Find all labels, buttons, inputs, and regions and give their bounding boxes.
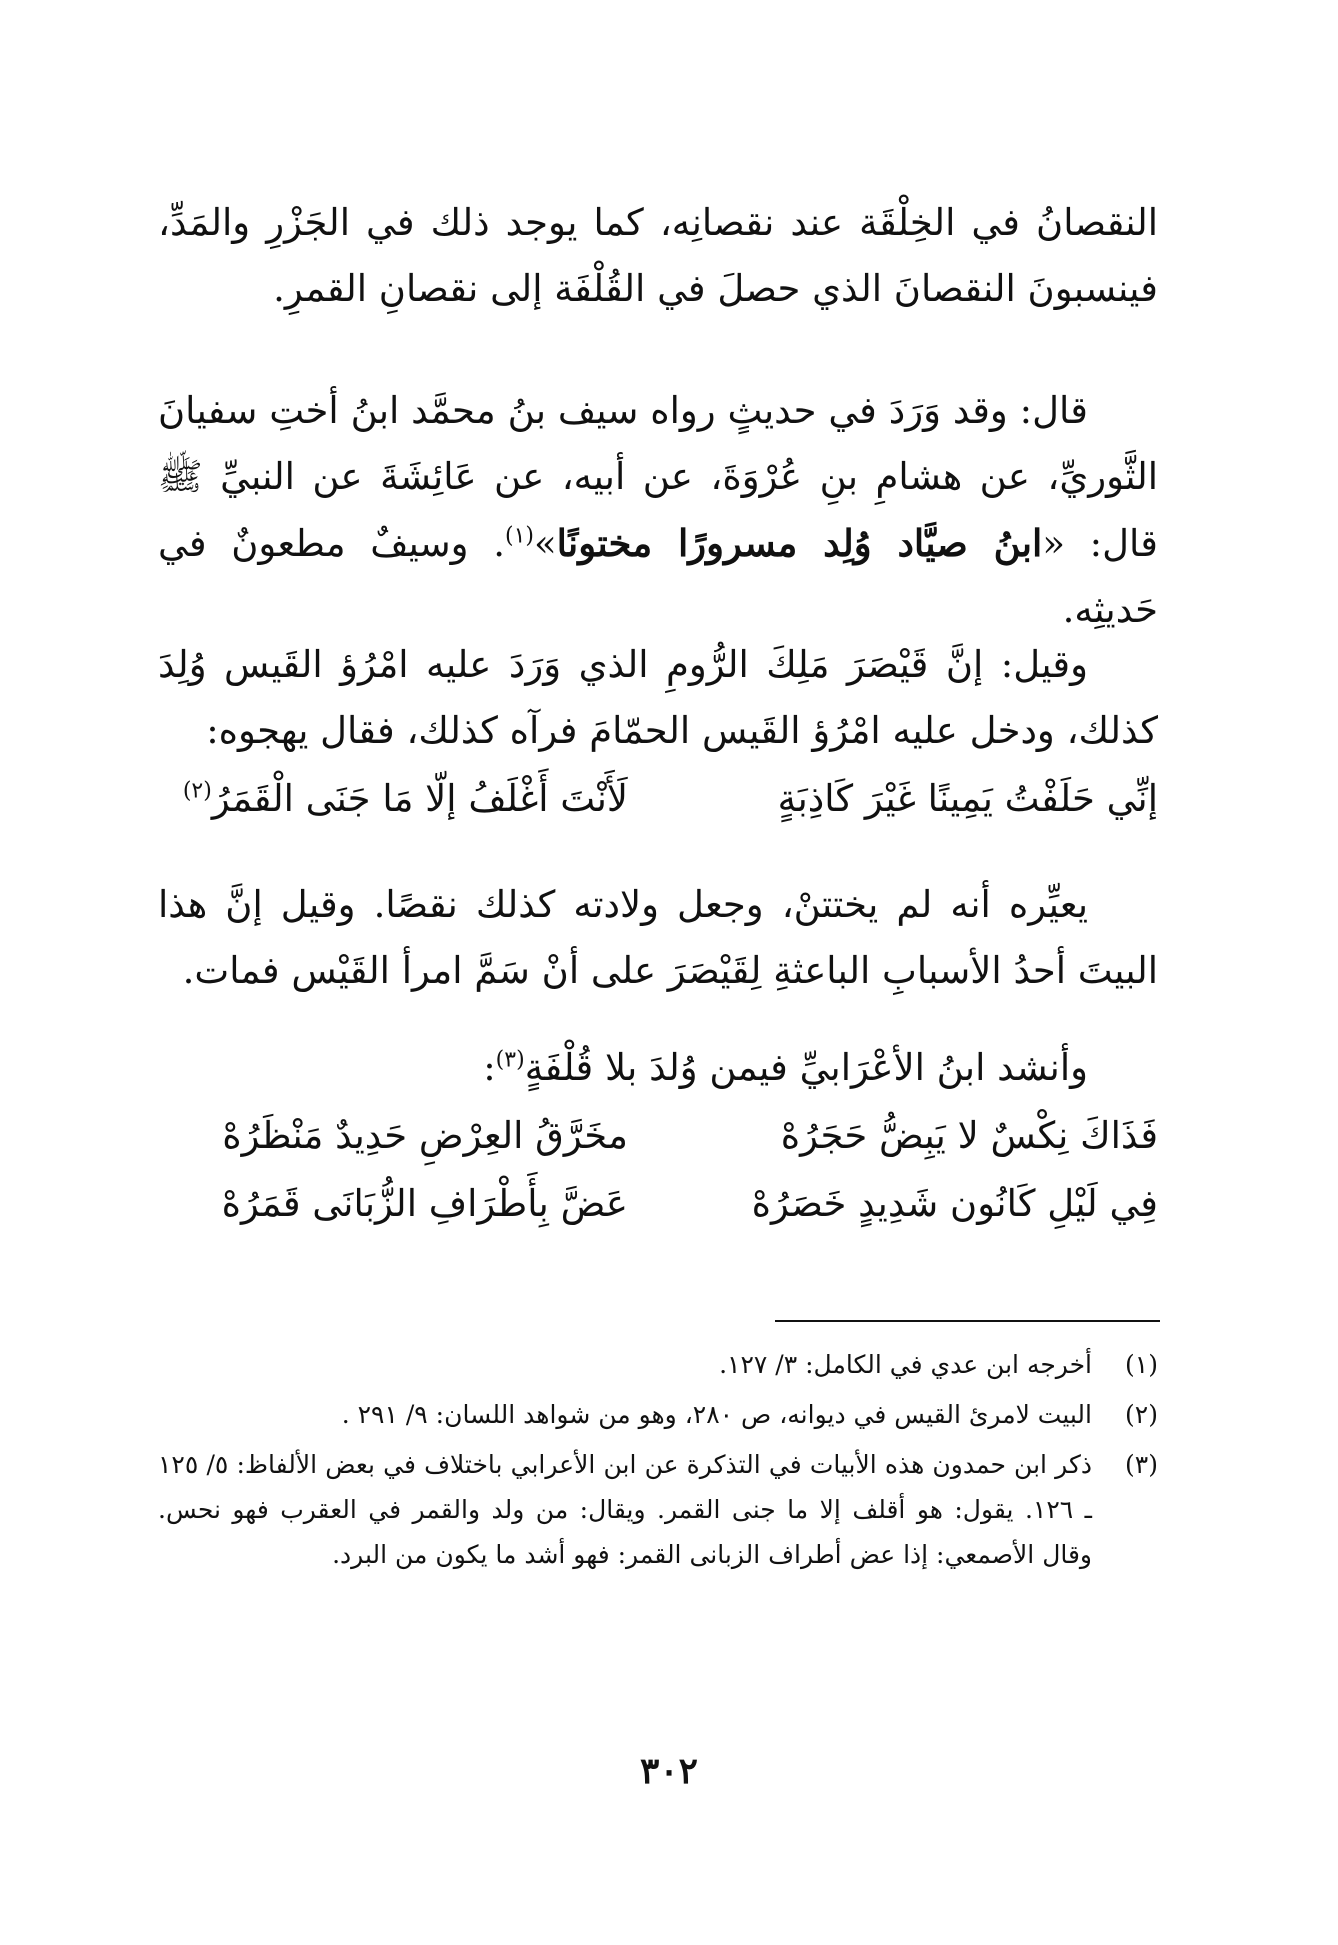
- paragraph-1: [158, 190, 1158, 322]
- paragraph-text: وقيل: إنَّ قَيْصَرَ مَلِكَ الرُّومِ الذي وَرَدَ عليه امْرُؤ القَيس وُلِدَ كذلك، ودخل عليه امْرُؤ القَيس الحمّامَ فرآه كذلك، فقال يهجوه:: [158, 643, 1158, 752]
- paragraph-2: [158, 378, 1158, 643]
- hadith-quote-close: »: [534, 522, 557, 565]
- verse-second-hemistich: لَأَنْتَ أَغْلَفُ إلّا مَا جَنَى الْقَمَرُ: [211, 777, 628, 820]
- paragraph-text: يعيِّره أنه لم يختتنْ، وجعل ولادته كذلك نقصًا. وقيل إنَّ هذا البيتَ أحدُ الأسبابِ الباعثةِ لِقَيْصَرَ على أنْ سَمَّ امرأ القَيْس فمات.: [158, 883, 1158, 992]
- verse-line-3: [158, 1171, 1158, 1237]
- verse-first-hemistich: فَذَاكَ نِكْسٌ لا يَبِضُّ حَجَرُهْ: [780, 1114, 1158, 1157]
- footnote-text: أخرجه ابن عدي في الكامل: ٣/ ١٢٧.: [719, 1350, 1092, 1379]
- paragraph-5: [158, 1035, 1088, 1101]
- footnote-number: (٣): [1125, 1450, 1158, 1479]
- footnote-ref-1[interactable]: (١): [505, 523, 535, 549]
- footnote-text: البيت لامرئ القيس في ديوانه، ص ٢٨٠، وهو من شواهد اللسان: ٩/ ٢٩١ .: [341, 1400, 1092, 1429]
- footnote-number: (٢): [1125, 1400, 1158, 1429]
- verse-intro: [158, 1035, 1088, 1101]
- verse-second-hemistich: عَضَّ بِأَطْرَافِ الزُّبَانَى قَمَرُهْ: [221, 1182, 628, 1225]
- hadith-paragraph: [158, 378, 1158, 643]
- hadith-intro: قال: وقد وَرَدَ في حديثٍ رواه سيف بنُ محمَّد ابنُ أختِ سفيانَ الثَّوريِّ، عن هشامِ بنِ عُرْوَةَ، عن أبيه، عن عَائِشَةَ عن النبيِّ ﷺ قال: «: [158, 389, 1158, 565]
- paragraph-text: النقصانُ في الخِلْقَة عند نقصانِه، كما يوجد ذلك في الجَزْرِ والمَدِّ، فينسبونَ النقصانَ الذي حصلَ في القُلْفَة إلى نقصانِ القمرِ.: [158, 201, 1158, 310]
- footnote-separator: [775, 1320, 1160, 1322]
- footnote-number: (١): [1125, 1350, 1158, 1379]
- footnote-3: [158, 1442, 1158, 1577]
- footnote-ref-2[interactable]: (٢): [182, 778, 212, 804]
- verse-second-hemistich-wrap: [158, 766, 628, 832]
- footnote-1: [158, 1342, 1158, 1387]
- footnote-text: ذكر ابن حمدون هذه الأبيات في التذكرة عن ابن الأعرابي باختلاف في بعض الألفاظ: ٥/ ١٢٥ ـ ١٢٦. يقول: هو أقلف إلا ما جنى القمر. ويقال: من ولد والقمر في العقرب فهو نحس. وقال الأصمعي: إذا عض أطراف الزبانى القمر: فهو أشد ما يكون من البرد.: [158, 1450, 1092, 1569]
- paragraph-3: [158, 632, 1158, 764]
- verse-intro-text: وأنشد ابنُ الأعْرَابيِّ فيمن وُلدَ بلا قُلْفَةٍ: [524, 1046, 1088, 1089]
- verse-intro-colon: :: [483, 1046, 496, 1089]
- verse-first-hemistich: فِي لَيْلِ كَانُون شَدِيدٍ خَصَرُهْ: [751, 1182, 1158, 1225]
- hadith-after: . وسيفٌ مطعونٌ في حَديثِه.: [158, 522, 1158, 631]
- hadith-quote: ابنُ صيَّاد وُلِد مسرورًا مختونًا: [556, 521, 1043, 565]
- page-number: ٣٠٢: [639, 1750, 698, 1792]
- verse-line-1: [158, 766, 1158, 832]
- verse-second-hemistich: مخَرَّقُ العِرْضِ حَدِيدٌ مَنْظَرُهْ: [222, 1114, 628, 1157]
- paragraph-4: [158, 872, 1158, 1004]
- footnote-ref-3[interactable]: (٣): [495, 1047, 525, 1073]
- verse-first-hemistich: إنِّي حَلَفْتُ يَمِينًا غَيْرَ كَاذِبَةٍ: [777, 777, 1158, 820]
- footnote-2: [158, 1392, 1158, 1437]
- footnotes: [158, 1342, 1158, 1582]
- verse-line-2: [158, 1103, 1158, 1169]
